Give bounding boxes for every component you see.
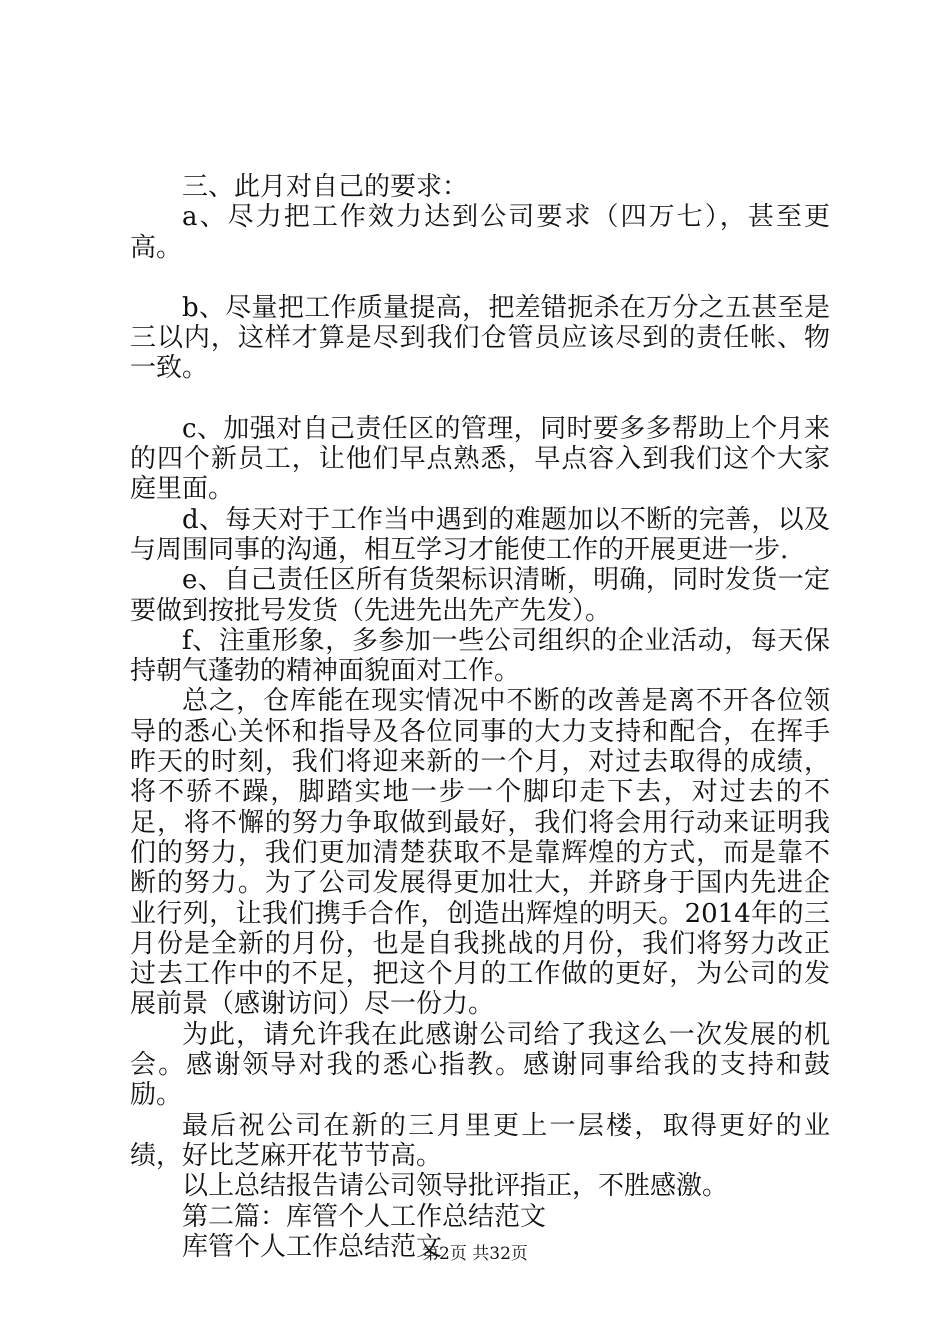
section-heading: 三、此月对自己的要求：	[182, 172, 469, 202]
requirement-d: d、每天对于工作当中遇到的难题加以不断的完善，以及与周围同事的沟通，相互学习才能使工作的开展更进一步.	[130, 504, 830, 565]
chapter-title: 第二篇：库管个人工作总结范文	[182, 1201, 547, 1232]
requirement-e: e、自己责任区所有货架标识清晰，明确，同时发货一定要做到按批号发货（先进先出先产先发）。	[130, 565, 830, 626]
paragraph-gap	[130, 263, 830, 293]
document-body	[130, 172, 830, 1262]
requirement-c: c、加强对自己责任区的管理，同时要多多帮助上个月来的四个新员工，让他们早点熟悉，早点容入到我们这个大家庭里面。	[130, 413, 830, 505]
requirement-f: f、注重形象，多参加一些公司组织的企业活动，每天保持朝气蓬勃的精神面貌面对工作。	[130, 625, 830, 687]
thanks-paragraph: 为此，请允许我在此感谢公司给了我这么一次发展的机会。感谢领导对我的悉心指教。感谢同事给我的支持和鼓励。	[130, 1019, 830, 1111]
closing-paragraph: 以上总结报告请公司领导批评指正，不胜感激。	[182, 1171, 729, 1202]
paragraph-gap	[130, 384, 830, 414]
requirement-b: b、尽量把工作质量提高，把差错扼杀在万分之五甚至是三以内，这样才算是尽到我们仓管员应该尽到的责任帐、物一致。	[130, 292, 830, 384]
wishes-paragraph: 最后祝公司在新的三月里更上一层楼，取得更好的业绩，好比芝麻开花节节高。	[130, 1110, 830, 1171]
summary-paragraph: 总之，仓库能在现实情况中不断的改善是离不开各位领导的悉心关怀和指导及各位同事的大力支持和配合，在挥手昨天的时刻，我们将迎来新的一个月，对过去取得的成绩，将不骄不躁，脚踏实地一步一个脚印走下去，对过去的不足，将不懈的努力争取做到最好，我们将会用行动来证明我们的努力，我们更加清楚获取不是靠辉煌的方式，而是靠不断的努力。为了公司发展得更加壮大，并跻身于国内先进企业行列，让我们携手合作，创造出辉煌的明天。2014年的三月份是全新的月份，也是自我挑战的月份，我们将努力改正过去工作中的不足，把这个月的工作做的更好，为公司的发展前景（感谢访问）尽一份力。	[130, 686, 830, 1020]
chapter-subtitle: 库管个人工作总结范文	[182, 1231, 443, 1262]
page-number: 第2页 共32页	[422, 1244, 528, 1264]
requirement-a: a、尽力把工作效力达到公司要求（四万七），甚至更高。	[130, 202, 830, 263]
